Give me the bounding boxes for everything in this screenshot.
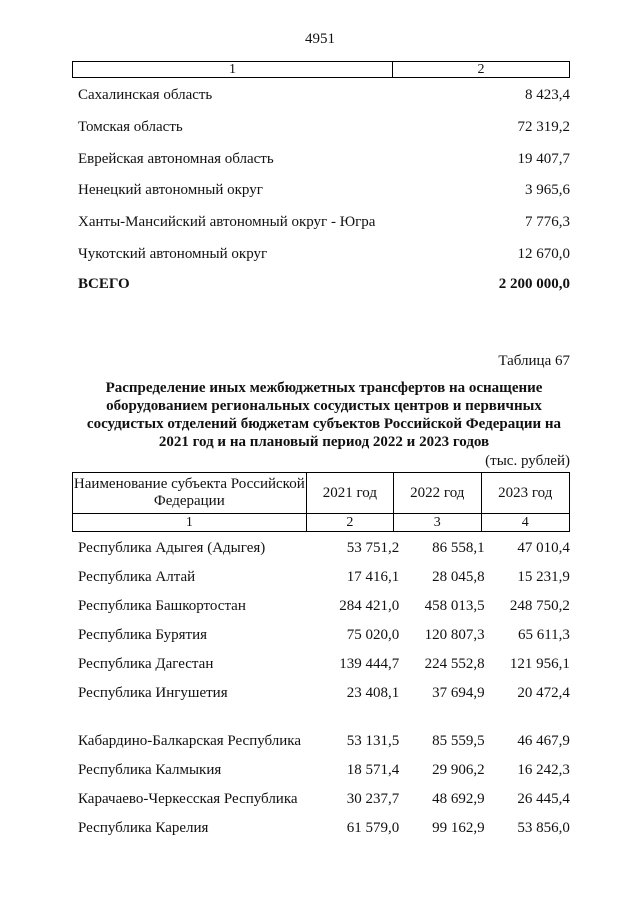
value-2022: 120 807,3 <box>424 627 485 643</box>
region-name: Республика Карелия <box>78 820 209 836</box>
region-name: Республика Башкортостан <box>78 598 246 614</box>
table-row <box>78 143 570 175</box>
value-2023: 65 611,3 <box>517 627 570 643</box>
table-row <box>78 175 570 207</box>
region-value: 19 407,7 <box>517 150 570 167</box>
column-header-2022: 2022 год <box>394 473 481 514</box>
value-2023: 15 231,9 <box>517 569 570 585</box>
region-value: 12 670,0 <box>517 245 570 262</box>
top-table-header-col-2: 2 <box>477 62 485 77</box>
table-row <box>78 207 570 239</box>
value-2021: 30 237,7 <box>346 791 400 807</box>
value-2022: 99 162,9 <box>432 820 485 836</box>
region-name: Карачаево-Черкесская Республика <box>78 791 298 807</box>
page-number: 4951 <box>305 31 335 47</box>
region-name: Чукотский автономный округ <box>78 245 268 262</box>
value-2022: 48 692,9 <box>432 791 485 807</box>
region-name: Республика Бурятия <box>78 627 208 643</box>
value-2022: 37 694,9 <box>432 685 485 701</box>
total-value: 2 200 000,0 <box>498 276 570 292</box>
region-name: Республика Адыгея (Адыгея) <box>78 540 266 556</box>
value-2022: 28 045,8 <box>432 569 485 585</box>
value-2022: 224 552,8 <box>424 656 485 672</box>
top-table-header-col-1: 1 <box>73 62 393 77</box>
column-header-region: Наименование субъекта Российской Федерации <box>73 473 307 514</box>
value-2023: 26 445,4 <box>517 791 570 807</box>
table-row <box>78 814 570 843</box>
column-number-1: 1 <box>73 514 307 532</box>
table-row <box>78 112 570 144</box>
value-2021: 139 444,7 <box>339 656 400 672</box>
top-table-header <box>72 61 570 78</box>
column-number-4: 4 <box>481 514 569 532</box>
column-header-2021: 2021 год <box>306 473 393 514</box>
table-row <box>78 785 570 814</box>
table-row <box>78 563 570 592</box>
table-row <box>78 534 570 563</box>
region-name: Республика Алтай <box>78 569 196 585</box>
table-row <box>78 708 570 756</box>
region-value: 3 965,6 <box>525 182 570 199</box>
value-2021: 75 020,0 <box>346 627 400 643</box>
region-name: Республика Дагестан <box>78 656 214 672</box>
region-name: Еврейская автономная область <box>78 150 274 167</box>
value-2021: 23 408,1 <box>346 685 400 701</box>
column-number-3: 3 <box>394 514 481 532</box>
value-2021: 17 416,1 <box>346 569 400 585</box>
top-table-body <box>78 80 570 270</box>
column-header-2023: 2023 год <box>481 473 569 514</box>
value-2023: 47 010,4 <box>517 540 570 556</box>
value-2021: 18 571,4 <box>346 762 400 778</box>
region-name: Ненецкий автономный округ <box>78 182 263 199</box>
units-label: (тыс. рублей) <box>485 453 570 469</box>
region-value: 8 423,4 <box>525 87 570 104</box>
value-2022: 29 906,2 <box>432 762 485 778</box>
main-table-body <box>78 534 570 843</box>
total-row <box>78 276 570 293</box>
main-table-header <box>72 472 570 532</box>
value-2021: 284 421,0 <box>339 598 400 614</box>
region-name: Республика Ингушетия <box>78 685 228 701</box>
total-label: ВСЕГО <box>78 276 130 292</box>
value-2023: 121 956,1 <box>509 656 570 672</box>
table-number: Таблица 67 <box>498 353 570 369</box>
value-2023: 16 242,3 <box>517 762 570 778</box>
table-row <box>78 650 570 679</box>
region-name: Томская область <box>78 119 183 136</box>
table-row <box>78 756 570 785</box>
region-value: 7 776,3 <box>525 214 570 231</box>
value-2022: 85 559,5 <box>432 733 485 749</box>
value-2022: 458 013,5 <box>424 598 485 614</box>
value-2021: 53 751,2 <box>346 540 400 556</box>
value-2023: 53 856,0 <box>517 820 570 836</box>
table-row <box>78 238 570 270</box>
table-row <box>78 80 570 112</box>
value-2022: 86 558,1 <box>432 540 485 556</box>
table-title: Распределение иных межбюджетных трансфертов на оснащение оборудованием региональных сосудистых центров и первичных сосудистых отделений бюджетам субъектов Российской Федерации на 2021 год и на плановый период 2022 и 2023 годов <box>86 380 562 450</box>
value-2023: 248 750,2 <box>509 598 570 614</box>
region-name: Ханты-Мансийский автономный округ - Югра <box>78 214 376 231</box>
value-2021: 61 579,0 <box>346 820 400 836</box>
value-2023: 20 472,4 <box>517 685 570 701</box>
region-name: Республика Калмыкия <box>78 762 222 778</box>
region-name: Кабардино-Балкарская Республика <box>78 733 302 749</box>
region-value: 72 319,2 <box>517 119 570 136</box>
region-name: Сахалинская область <box>78 87 213 104</box>
table-row <box>78 679 570 708</box>
value-2023: 46 467,9 <box>517 733 570 749</box>
column-number-2: 2 <box>306 514 393 532</box>
table-row <box>78 592 570 621</box>
value-2021: 53 131,5 <box>346 733 400 749</box>
table-row <box>78 621 570 650</box>
